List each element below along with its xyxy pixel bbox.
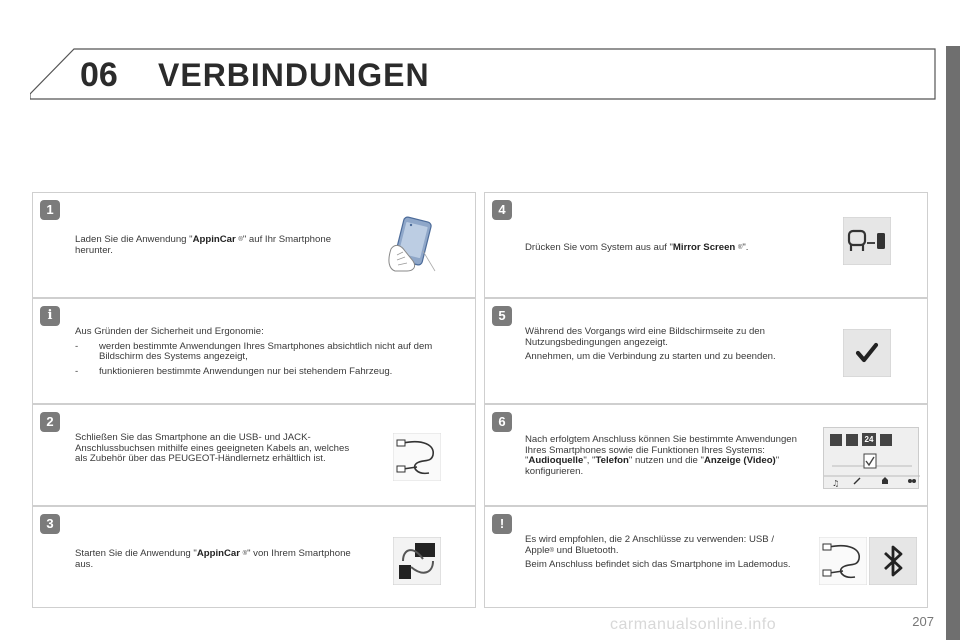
step-2-text: Schließen Sie das Smartphone an die USB- und JACK-Anschlussbuchsen mithilfe eines geeigneten Kabels an, welches als Zubehör über das PEUGEOT-Händlernetz erhältlich ist. [75,432,350,465]
step-badge: 1 [40,200,60,220]
usb-cable-icon [819,537,867,585]
step-5-text: Während des Vorgangs wird eine Bildschirmseite zu den Nutzungsbedingungen angezeigt. Annehmen, um die Verbindung zu starten und zu beenden. [525,326,776,363]
watermark: carmanualsonline.info [610,616,777,633]
step-3-card [32,506,476,608]
chapter-side-bar [946,46,960,640]
step-6-text: Nach erfolgtem Anschluss können Sie bestimmte Anwendungen Ihres Smartphones sowie die Funktionen Ihres Systems: "Audioquelle", "Telefon" nutzen und die "Anzeige (Video)" konfigurieren. [525,434,797,477]
list-item: - werden bestimmte Anwendungen Ihres Smartphones absichtlich nicht auf dem Bildschirm des Systems angezeigt, [75,340,433,363]
step-1-card [32,192,476,298]
app-launch-icon [393,537,441,585]
bluetooth-icon [869,537,917,585]
info-icon: i [40,306,60,326]
step-1-text: Laden Sie die Anwendung "AppinCar ®" auf Ihr Smartphone herunter. [75,234,332,256]
step-2-card [32,404,476,506]
mirror-screen-icon [843,217,891,265]
step-4-card [484,192,928,298]
system-screen-icon [823,427,919,489]
screen-badge-24: 24 [862,433,876,446]
step-4-text: Drücken Sie vom System aus auf "Mirror Screen ®". [525,242,749,253]
smartphone-hand-icon [383,215,443,273]
list-item: - funktionieren bestimmte Anwendungen nur bei stehendem Fahrzeug. [75,365,393,377]
checkmark-icon [843,329,891,377]
page-number: 207 [912,614,934,629]
step-badge: 5 [492,306,512,326]
warning-icon: ! [492,514,512,534]
step-6-card [484,404,928,506]
chapter-number: 06 [80,56,118,94]
usb-jack-cable-icon [393,433,441,481]
chapter-title: VERBINDUNGEN [158,57,430,93]
step-badge: 4 [492,200,512,220]
info-text: Aus Gründen der Sicherheit und Ergonomie: - werden bestimmte Anwendungen Ihres Smartphones absichtlich nicht auf dem Bildschirm des Systems angezeigt, - funktionieren bestimmte Anwendungen nur bei stehendem Fahrzeug. [75,327,471,381]
chapter-header [30,46,940,102]
step-badge: 3 [40,514,60,534]
step-5-card [484,298,928,404]
step-badge: 2 [40,412,60,432]
svg-text:♫: ♫ [832,479,840,488]
step-3-text: Starten Sie die Anwendung "AppinCar ®" von Ihrem Smartphone aus. [75,548,351,570]
info-bullet-list [75,342,471,378]
warning-text: Es wird empfohlen, die 2 Anschlüsse zu verwenden: USB / Apple® und Bluetooth. Beim Anschluss befindet sich das Smartphone im Lademodus. [525,534,791,571]
info-card [32,298,476,404]
step-badge: 6 [492,412,512,432]
warning-card [484,506,928,608]
